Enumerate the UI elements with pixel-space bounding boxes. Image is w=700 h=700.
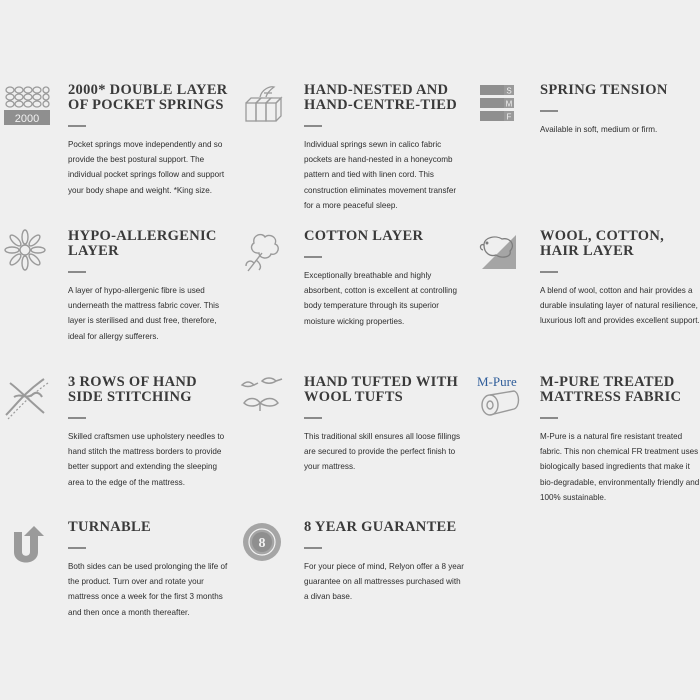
tension-medium-label: M [505,99,513,109]
feature-title: HYPO-ALLERGENIC LAYER [68,228,217,259]
feature-description: A blend of wool, cotton and hair provides a durable insulating layer of natural resilience, luxurious loft and provides excellent support. [540,286,700,326]
feature-title: WOOL, COTTON, HAIR LAYER [540,228,665,259]
flower-icon [4,229,50,279]
feature-description: Exceptionally breathable and highly absorbent, cotton is excellent at controlling body temperature through its superior moisture wicking properties. [304,271,457,326]
divider [68,125,86,127]
divider [304,125,322,127]
feature-title: COTTON LAYER [304,228,424,244]
pocket-springs-icon [4,83,50,133]
feature-title: 2000* DOUBLE LAYER OF POCKET SPRINGS [68,82,228,113]
wool-tufts-icon [240,375,286,425]
feature-description: Skilled craftsmen use upholstery needles to hand stitch the mattress borders to provide better support and extending the sleeping area to the edge of the mattress. [68,432,225,487]
tension-firm-label: F [506,112,512,122]
feature-title: M-PURE TREATED MATTRESS FABRIC [540,374,682,405]
feature-title: HAND TUFTED WITH WOOL TUFTS [304,374,459,405]
divider [304,547,322,549]
feature-title: HAND-NESTED AND HAND-CENTRE-TIED [304,82,458,113]
divider [304,417,322,419]
m-pure-logo: M-Pure [477,375,517,389]
divider [540,417,558,419]
cotton-plant-icon [240,229,286,279]
feature-description: Pocket springs move independently and so provide the best postural support. The individual pocket springs follow and support your body shape and weight. *King size. [68,140,225,195]
feature-title: 8 YEAR GUARANTEE [304,519,457,535]
spring-tension-icon [476,83,522,133]
feature-description: Individual springs sewn in calico fabric pockets are hand-nested in a honeycomb pattern and tied with linen cord. This construction eliminates movement transfer for a more peaceful sleep. [304,140,457,210]
feature-title: SPRING TENSION [540,82,668,98]
guarantee-years: 8 [258,536,266,551]
divider [540,271,558,273]
feature-description: Both sides can be used prolonging the life of the product. Turn over and rotate your mattress once a week for the first 3 months and then once a month thereafter. [68,562,228,617]
feature-description: M-Pure is a natural fire resistant treated fabric. This non chemical FR treatment uses biologically based ingredients that make it bio-degradable, environmentally friendly and 100% sustainable. [540,432,700,502]
feature-description: A layer of hypo-allergenic fibre is used underneath the mattress fabric cover. This layer is sterilised and dust free, therefore, ideal for allergy sufferers. [68,286,220,341]
turnable-icon [4,520,50,570]
divider [68,547,86,549]
divider [304,256,322,258]
pocket-springs-icon-label: 2000 [14,113,40,125]
tension-soft-label: S [506,86,512,96]
feature-title: 3 ROWS OF HAND SIDE STITCHING [68,374,197,405]
m-pure-icon [476,375,522,425]
sheep-icon [476,229,522,279]
divider [540,110,558,112]
divider [68,417,86,419]
feature-description: For your piece of mind, Relyon offer a 8 year guarantee on all mattresses purchased with a divan base. [304,562,465,602]
divider [68,271,86,273]
hand-nested-icon [240,83,286,133]
feature-description: This traditional skill ensures all loose fillings are secured to provide the perfect finish to your mattress. [304,432,461,472]
feature-title: TURNABLE [68,519,151,535]
feature-description: Available in soft, medium or firm. [540,125,658,134]
stitching-icon [4,375,50,425]
guarantee-badge-icon [240,520,286,570]
